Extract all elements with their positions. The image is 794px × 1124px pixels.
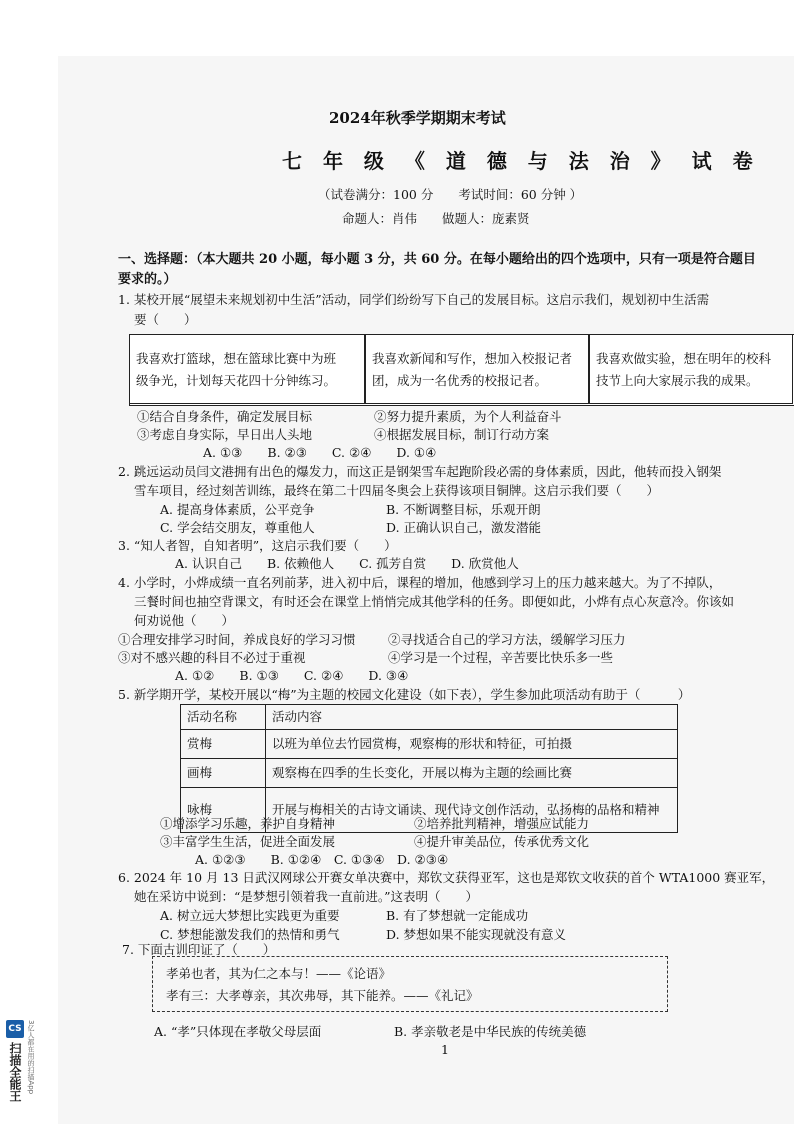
q4-option-3: ③对不感兴趣的科目不必过于重视 <box>118 650 306 665</box>
table-header-cell: 活动内容 <box>266 705 678 730</box>
scanner-logo-icon: CS <box>6 1020 24 1038</box>
q1-card-3-line2: 技节上向大家展示我的成果。 <box>596 373 759 388</box>
q1-card-3-line1: 我喜欢做实验，想在明年的校科 <box>596 351 772 366</box>
q7-stem: 7. 下面古训印证了（ ） <box>122 942 276 957</box>
q4-option-4: ④学习是一个过程，辛苦要比快乐多一些 <box>388 650 614 665</box>
q2-option-b: B. 不断调整目标，乐观开朗 <box>386 502 541 517</box>
q3-choices: A. 认识自己 B. 依赖他人 C. 孤芳自赏 D. 欣赏他人 <box>175 556 519 571</box>
q1-option-4: ④根据发展目标，制订行动方案 <box>374 427 550 442</box>
exam-authors: 命题人：肖伟 做题人：庞素贤 <box>342 211 530 226</box>
q1-card-2-line1: 我喜欢新闻和写作，想加入校报记者 <box>372 351 573 366</box>
q4-stem: 4. 小学时，小烨成绩一直名列前茅，进入初中后，课程的增加，他感到学习上的压力越来越大。为了不掉队， <box>118 575 722 590</box>
table-row <box>181 730 678 759</box>
q5-option-3: ③丰富学生生活，促进全面发展 <box>160 834 336 849</box>
q6-stem-cont: 她在采访中说到：“是梦想引领着我一直前进。”这表明（ ） <box>134 889 479 904</box>
exam-title: 2024年秋季学期期末考试 <box>329 109 506 127</box>
q4-choices: A. ①② B. ①③ C. ②④ D. ③④ <box>175 668 409 683</box>
q4-stem-cont: 三餐时间也抽空背课文，有时还会在课堂上悄悄完成其他学科的任务。即便如此，小烨有点心灰意冷。你该如 <box>134 594 735 609</box>
section-heading: 一、选择题：（本大题共 20 小题，每小题 3 分，共 60 分。在每小题给出的四个选项中，只有一项是符合题目 <box>118 252 756 267</box>
q1-card-1-line1: 我喜欢打篮球，想在篮球比赛中为班 <box>136 351 337 366</box>
section-heading-cont: 要求的。） <box>118 272 177 287</box>
q7-option-b: B. 孝亲敬老是中华民族的传统美德 <box>394 1024 587 1039</box>
scanner-watermark <box>2 1016 44 1124</box>
table-cell: 咏梅 <box>181 788 266 833</box>
q1-choices: A. ①③ B. ②③ C. ②④ D. ①④ <box>203 445 437 460</box>
q1-card-1 <box>129 334 365 404</box>
q4-option-1: ①合理安排学习时间，养成良好的学习习惯 <box>118 632 356 647</box>
q1-stem-cont: 要（ ） <box>134 312 197 327</box>
q7-quote-1: 孝弟也者，其为仁之本与！——《论语》 <box>166 966 392 981</box>
table-cell: 赏梅 <box>181 730 266 759</box>
q1-stem: 1. 某校开展“展望未来规划初中生活”活动，同学们纷纷写下自己的发展目标。这启示我们，规划初中生活需 <box>118 292 710 307</box>
q6-option-b: B. 有了梦想就一定能成功 <box>386 908 529 923</box>
q1-card-2 <box>365 334 589 404</box>
table-cell: 观察梅在四季的生长变化，开展以梅为主题的绘画比赛 <box>266 759 678 788</box>
q4-stem-end: 何劝说他（ ） <box>134 613 235 628</box>
q1-card-1-line2: 级争光，计划每天花四十分钟练习。 <box>136 373 337 388</box>
q5-option-4: ④提升审美品位，传承优秀文化 <box>414 834 590 849</box>
q3-stem: 3. “知人者智，自知者明”，这启示我们要（ ） <box>118 538 397 553</box>
scanner-tagline: 3亿人都在用的扫描App <box>27 1020 35 1095</box>
table-cell: 画梅 <box>181 759 266 788</box>
q6-option-c: C. 梦想能激发我们的热情和勇气 <box>160 927 340 942</box>
q2-option-c: C. 学会结交朋友，尊重他人 <box>160 520 315 535</box>
q1-card-2-line2: 团，成为一名优秀的校报记者。 <box>372 373 548 388</box>
q5-stem: 5. 新学期开学，某校开展以“梅”为主题的校园文化建设（如下表），学生参加此项活动有助于（ ） <box>118 687 691 702</box>
q4-option-2: ②寻找适合自己的学习方法，缓解学习压力 <box>388 632 626 647</box>
table-cell: 以班为单位去竹园赏梅，观察梅的形状和特征，可拍摄 <box>266 730 678 759</box>
page-number: 1 <box>441 1042 449 1057</box>
q5-option-2: ②培养批判精神，增强应试能力 <box>414 816 590 831</box>
q2-option-d: D. 正确认识自己，激发潜能 <box>386 520 542 535</box>
q7-option-a: A. “孝”只体现在孝敬父母层面 <box>154 1024 322 1039</box>
q6-stem: 6. 2024 年 10 月 13 日武汉网球公开赛女单决赛中，郑钦文获得亚军，这也是郑钦文收获的首个 WTA1000 赛亚军， <box>118 870 775 885</box>
table-cell: 开展与梅相关的古诗文诵读、现代诗文创作活动，弘扬梅的品格和精神 <box>266 788 678 833</box>
q5-choices: A. ①②③ B. ①②④ C. ①③④ D. ②③④ <box>195 852 449 867</box>
q7-quote-2: 孝有三：大孝尊亲，其次弗辱，其下能养。——《礼记》 <box>166 988 479 1003</box>
q5-option-1: ①增添学习乐趣，养护自身精神 <box>160 816 336 831</box>
table-header-cell: 活动名称 <box>181 705 266 730</box>
q2-stem: 2. 跳远运动员闫文港拥有出色的爆发力，而这正是钢架雪车起跑阶段必需的身体素质，因此，他转而投入钢架 <box>118 464 722 479</box>
q2-stem-cont: 雪车项目，经过刻苦训练，最终在第二十四届冬奥会上获得该项目铜牌。这启示我们要（ ） <box>134 483 660 498</box>
scanner-name: 扫描全能王 <box>8 1042 22 1102</box>
q1-card-3 <box>589 334 793 404</box>
table-header-row <box>181 705 678 730</box>
q1-option-1: ①结合自身条件，确定发展目标 <box>137 409 313 424</box>
q2-option-a: A. 提高身体素质，公平竞争 <box>160 502 315 517</box>
subject-title: 七 年 级 《 道 德 与 法 治 》 试 卷 <box>282 149 760 173</box>
table-row <box>181 759 678 788</box>
q6-option-a: A. 树立远大梦想比实践更为重要 <box>160 908 340 923</box>
q1-option-3: ③考虑自身实际，早日出人头地 <box>137 427 313 442</box>
q1-option-2: ②努力提升素质，为个人利益奋斗 <box>374 409 562 424</box>
exam-info: （试卷满分：100 分 考试时间：60 分钟 ） <box>318 187 583 202</box>
q6-option-d: D. 梦想如果不能实现就没有意义 <box>386 927 567 942</box>
